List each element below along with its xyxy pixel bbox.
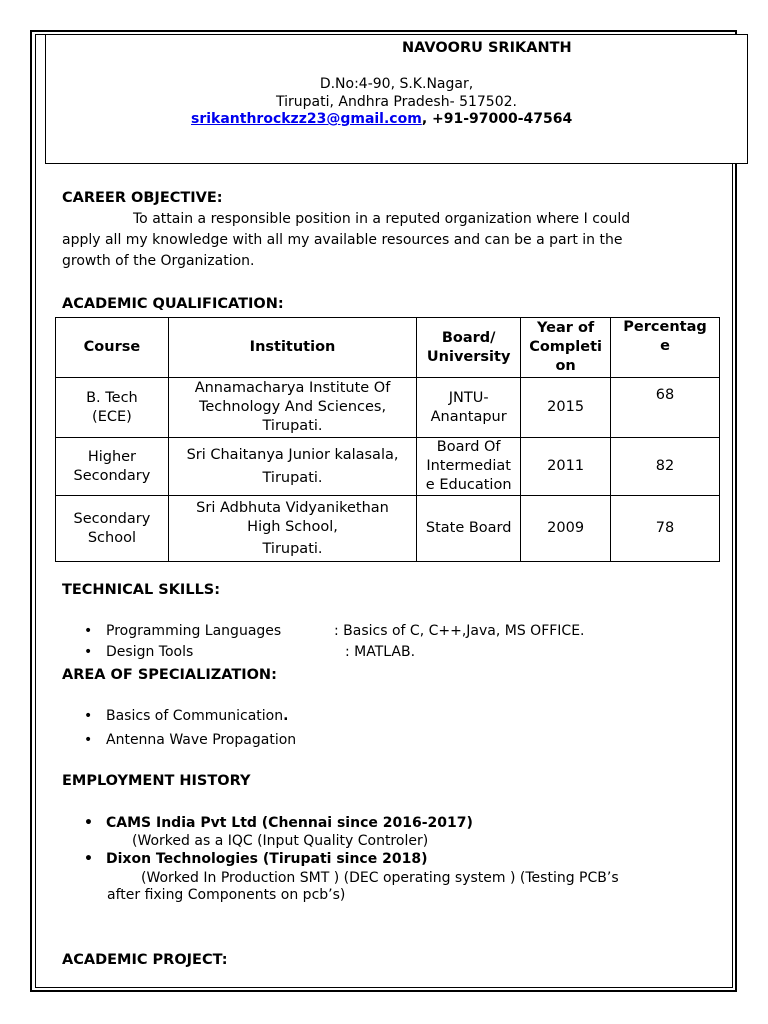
company-name: Dixon Technologies (Tirupati since 2018)	[106, 851, 428, 867]
list-item	[84, 851, 427, 867]
cell-year: 2015	[521, 378, 611, 438]
list-item: • Basics of Communication.	[84, 708, 289, 724]
cell-course: Higher Secondary	[56, 438, 169, 496]
cell-percentage: 78	[611, 496, 720, 562]
career-objective-line-2: apply all my knowledge with all my available resources and can be a part in the	[62, 232, 623, 248]
cell-course: B. Tech (ECE)	[56, 378, 169, 438]
address-line-2: Tirupati, Andhra Pradesh- 517502.	[276, 94, 517, 110]
cell-board: Board Of Intermediat e Education	[417, 438, 521, 496]
table-row	[56, 438, 720, 496]
cell-percentage: 82	[611, 438, 720, 496]
cell-institution: Sri Adbhuta Vidyanikethan High School, Tirupati.	[168, 496, 416, 562]
col-header-course: Course	[56, 318, 169, 378]
cell-board: State Board	[417, 496, 521, 562]
company-name: CAMS India Pvt Ltd (Chennai since 2016-2017)	[106, 815, 473, 831]
job-detail: (Worked In Production SMT ) (DEC operating system ) (Testing PCB’s	[141, 870, 619, 886]
address-line-1: D.No:4-90, S.K.Nagar,	[319, 76, 474, 92]
cell-year: 2011	[521, 438, 611, 496]
bullet-icon: •	[84, 708, 93, 724]
academic-qualification-heading: ACADEMIC QUALIFICATION:	[62, 296, 284, 312]
specialization-item: Basics of Communication	[106, 708, 284, 724]
col-header-percentage: Percentag e	[611, 318, 720, 378]
job-detail: after fixing Components on pcb’s)	[107, 887, 346, 903]
candidate-name: NAVOORU SRIKANTH	[402, 40, 572, 56]
list-item	[84, 815, 473, 831]
table-row	[56, 378, 720, 438]
employment-history-heading: EMPLOYMENT HISTORY	[62, 773, 251, 789]
email-link[interactable]: srikanthrockzz23@gmail.com	[191, 111, 422, 127]
list-item	[84, 623, 281, 639]
career-objective-line-1: To attain a responsible position in a reputed organization where I could	[133, 211, 631, 227]
table-row	[56, 496, 720, 562]
skill-value: : MATLAB.	[345, 644, 416, 660]
bullet-icon: •	[84, 644, 93, 660]
bullet-icon: •	[84, 732, 93, 748]
technical-skills-heading: TECHNICAL SKILLS:	[62, 582, 221, 598]
career-objective-line-3: growth of the Organization.	[62, 253, 255, 269]
cell-year: 2009	[521, 496, 611, 562]
bullet-icon: •	[84, 815, 93, 831]
bullet-icon: •	[84, 623, 93, 639]
col-header-institution: Institution	[168, 318, 416, 378]
specialization-item: Antenna Wave Propagation	[106, 732, 297, 748]
table-header-row	[56, 318, 720, 378]
specialization-heading: AREA OF SPECIALIZATION:	[62, 667, 277, 683]
list-item	[84, 732, 296, 748]
list-item	[84, 644, 193, 660]
academic-project-heading: ACADEMIC PROJECT:	[62, 952, 228, 968]
career-objective-heading: CAREER OBJECTIVE:	[62, 190, 223, 206]
cell-institution: Sri Chaitanya Junior kalasala, Tirupati.	[168, 438, 416, 496]
contact-line	[191, 111, 572, 127]
skill-label: Programming Languages	[106, 623, 282, 639]
col-header-year: Year of Completi on	[521, 318, 611, 378]
job-detail: (Worked as a IQC (Input Quality Controler)	[132, 833, 429, 849]
cell-board: JNTU- Anantapur	[417, 378, 521, 438]
cell-institution: Annamacharya Institute Of Technology And Sciences, Tirupati.	[168, 378, 416, 438]
qualification-table	[55, 317, 720, 562]
skill-value: : Basics of C, C++,Java, MS OFFICE.	[334, 623, 585, 639]
cell-percentage: 68	[611, 378, 720, 438]
phone-number: , +91-97000-47564	[421, 111, 573, 127]
col-header-board: Board/ University	[417, 318, 521, 378]
bullet-icon: •	[84, 851, 93, 867]
cell-course: Secondary School	[56, 496, 169, 562]
skill-label: Design Tools	[106, 644, 194, 660]
